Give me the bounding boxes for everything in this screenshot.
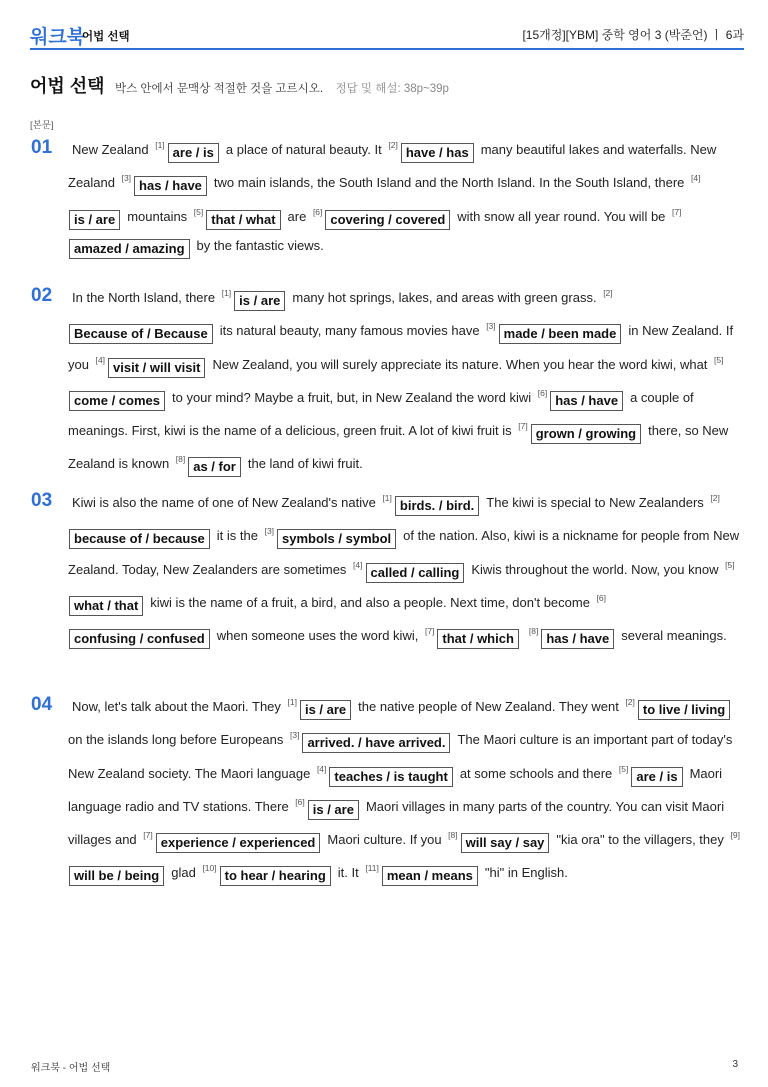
grammar-choice-box[interactable]: birds. / bird. — [395, 496, 479, 516]
blank-number: [3] — [121, 173, 132, 184]
grammar-choice-box[interactable]: what / that — [69, 596, 143, 616]
passage-03 — [68, 484, 744, 650]
passage-text: there, so New Zealand is known — [68, 423, 729, 472]
blank-number: [7] — [672, 206, 682, 217]
grammar-choice-box[interactable]: because of / because — [69, 529, 210, 549]
passage-text: two main islands, the South Island and the North Island. In the South Island, there — [213, 175, 688, 191]
brand-title: 워크북 — [30, 27, 86, 48]
passage-text: several meanings. — [621, 628, 727, 644]
grammar-choice-box[interactable]: made / been made — [499, 324, 622, 344]
passage-text: are — [287, 208, 310, 224]
passage-number: 01 — [31, 137, 53, 158]
passage-04 — [68, 688, 744, 888]
passage-text: The kiwi is special to New Zealanders — [486, 495, 708, 510]
blank-number: [3] — [486, 321, 496, 332]
passage-text: a couple of meanings. First, kiwi is the name of a delicious, green fruit. A lot of kiwi fruit is — [68, 389, 694, 439]
blank-number: [6] — [537, 387, 548, 398]
blank-number: [5] — [618, 763, 629, 774]
blank-number: [7] — [518, 421, 528, 432]
page-number: 3 — [732, 1059, 738, 1070]
grammar-choice-box[interactable]: is / are — [308, 800, 359, 820]
grammar-choice-box[interactable]: has / have — [550, 391, 623, 411]
blank-number: [4] — [353, 559, 363, 570]
passage-text: New Zealand — [72, 142, 153, 157]
grammar-choice-box[interactable]: visit / will visit — [108, 358, 205, 378]
passage-text: many beautiful lakes and waterfalls. New Zealand — [68, 142, 717, 191]
passage-text: The Maori culture is an important part of today's New Zealand society. The Maori language — [68, 732, 733, 781]
blank-number: [8] — [528, 626, 539, 637]
passage-number: 04 — [31, 694, 53, 715]
blank-number: [1] — [221, 288, 232, 298]
blank-number: [2] — [388, 140, 398, 150]
grammar-choice-box[interactable]: has / have — [134, 176, 207, 196]
blank-number: [1] — [287, 697, 297, 707]
blank-number: [6] — [596, 592, 607, 603]
body-label: [본문] — [30, 120, 54, 131]
grammar-choice-box[interactable]: has / have — [541, 629, 614, 649]
blank-number: [5] — [714, 354, 724, 365]
grammar-choice-box[interactable]: that / which — [437, 629, 519, 649]
grammar-choice-box[interactable]: is / are — [234, 291, 285, 311]
passage-text: "hi" in English. — [484, 865, 568, 881]
passage-01 — [68, 131, 744, 260]
grammar-choice-box[interactable]: come / comes — [69, 391, 165, 411]
grammar-choice-box[interactable]: is / are — [300, 700, 351, 720]
blank-number: [5] — [193, 206, 204, 217]
passage-text: at some schools and there — [459, 765, 616, 781]
grammar-choice-box[interactable]: that / what — [206, 210, 280, 230]
passage-text: the land of kiwi fruit. — [247, 456, 363, 472]
blank-number: [7] — [143, 830, 153, 841]
passage-text: to your mind? Maybe a fruit, but, in New Zealand the word kiwi — [172, 389, 535, 405]
grammar-choice-box[interactable]: mean / means — [382, 866, 478, 886]
blank-number: [2] — [625, 697, 635, 707]
passage-text: In the North Island, there — [72, 290, 219, 305]
passage-text: Maori culture. If you — [327, 832, 446, 848]
passage-text: the native people of New Zealand. They went — [358, 699, 623, 714]
passage-text: it is the — [216, 528, 262, 544]
blank-number: [3] — [290, 730, 300, 741]
answer-reference: 정답 및 해설: 38p~39p — [335, 83, 449, 95]
grammar-choice-box[interactable]: are / is — [631, 767, 682, 787]
title-row — [30, 72, 449, 98]
passage-text: Maori language radio and TV stations. There — [68, 765, 723, 814]
blank-number: [7] — [424, 626, 435, 637]
passage-text: New Zealand, you will surely appreciate its nature. When you hear the word kiwi, what — [212, 356, 712, 372]
passage-text: in New Zealand. If you — [68, 323, 734, 372]
blank-number: [6] — [295, 796, 305, 807]
blank-number: [10] — [202, 863, 217, 874]
passage-text: many hot springs, lakes, and areas with green grass. — [292, 290, 601, 305]
blank-number: [4] — [95, 354, 106, 365]
passage-text: with snow all year round. You will be — [457, 208, 670, 224]
blank-number: [8] — [448, 830, 458, 841]
grammar-choice-box[interactable]: called / calling — [366, 563, 465, 583]
passage-02 — [68, 279, 744, 479]
blank-number: [4] — [316, 763, 327, 774]
passage-text: its natural beauty, many famous movies have — [219, 323, 484, 339]
passage-text: it. It — [337, 865, 363, 881]
passage-text: Kiwis throughout the world. Now, you know — [471, 561, 723, 577]
grammar-choice-box[interactable]: amazed / amazing — [69, 239, 190, 259]
passage-text: when someone uses the word kiwi, — [216, 628, 422, 644]
passage-text: kiwi is the name of a fruit, a bird, and also a people. Next time, don't become — [150, 594, 594, 610]
blank-number: [9] — [730, 830, 740, 841]
passage-text: on the islands long before Europeans — [68, 732, 287, 748]
grammar-choice-box[interactable]: teaches / is taught — [329, 767, 452, 787]
footer-title: 워크북 - 어법 선택 — [31, 1063, 111, 1074]
passage-number: 03 — [31, 490, 53, 511]
blank-number: [11] — [365, 863, 379, 874]
blank-number: [2] — [710, 493, 720, 503]
passage-number: 02 — [31, 285, 53, 306]
passage-text: Kiwi is also the name of one of New Zealand's native — [72, 495, 380, 510]
passage-text: Now, let's talk about the Maori. They — [72, 699, 285, 714]
passage-text: mountains — [127, 208, 191, 224]
blank-number: [1] — [382, 493, 392, 503]
blank-number: [4] — [691, 173, 701, 184]
grammar-choice-box[interactable]: grown / growing — [531, 424, 641, 444]
passage-text: "kia ora" to the villagers, they — [556, 832, 728, 848]
grammar-choice-box[interactable]: have / has — [401, 143, 474, 163]
grammar-choice-box[interactable]: to hear / hearing — [220, 866, 331, 886]
blank-number: [3] — [264, 526, 275, 537]
grammar-choice-box[interactable]: Because of / Because — [69, 324, 213, 344]
grammar-choice-box[interactable]: will say / say — [461, 833, 550, 853]
grammar-choice-box[interactable]: arrived. / have arrived. — [302, 733, 450, 753]
blank-number: [6] — [312, 206, 323, 217]
passage-text: by the fantastic views. — [196, 237, 324, 253]
blank-number: [1] — [155, 140, 165, 150]
grammar-choice-box[interactable]: will be / being — [69, 866, 164, 886]
grammar-choice-box[interactable]: as / for — [188, 457, 241, 477]
passage-text: of the nation. Also, kiwi is a nickname for people from New Zealand. Today, New Zealanders are sometimes — [68, 528, 740, 577]
blank-number: [8] — [175, 454, 186, 465]
grammar-choice-box[interactable]: are / is — [168, 143, 219, 163]
course-info: [15개정][YBM] 중학 영어 3 (박준언) ㅣ 6과 — [522, 28, 744, 42]
grammar-choice-box[interactable]: symbols / symbol — [277, 529, 396, 549]
grammar-choice-box[interactable]: experience / experienced — [156, 833, 321, 853]
instruction-text: 박스 안에서 문맥상 적절한 것을 고르시오. — [115, 83, 324, 95]
blank-number: [2] — [603, 288, 613, 298]
passage-text: glad — [171, 865, 200, 881]
grammar-choice-box[interactable]: to live / living — [638, 700, 730, 720]
grammar-choice-box[interactable]: is / are — [69, 210, 120, 230]
page-header — [30, 18, 744, 50]
passage-text: a place of natural beauty. It — [225, 142, 386, 157]
page-title: 어법 선택 — [30, 76, 105, 96]
section-label: 어법 선택 — [82, 31, 130, 43]
grammar-choice-box[interactable]: covering / covered — [325, 210, 450, 230]
blank-number: [5] — [725, 559, 735, 570]
grammar-choice-box[interactable]: confusing / confused — [69, 629, 210, 649]
passage-text: Maori villages in many parts of the country. You can visit Maori villages and — [68, 798, 725, 848]
